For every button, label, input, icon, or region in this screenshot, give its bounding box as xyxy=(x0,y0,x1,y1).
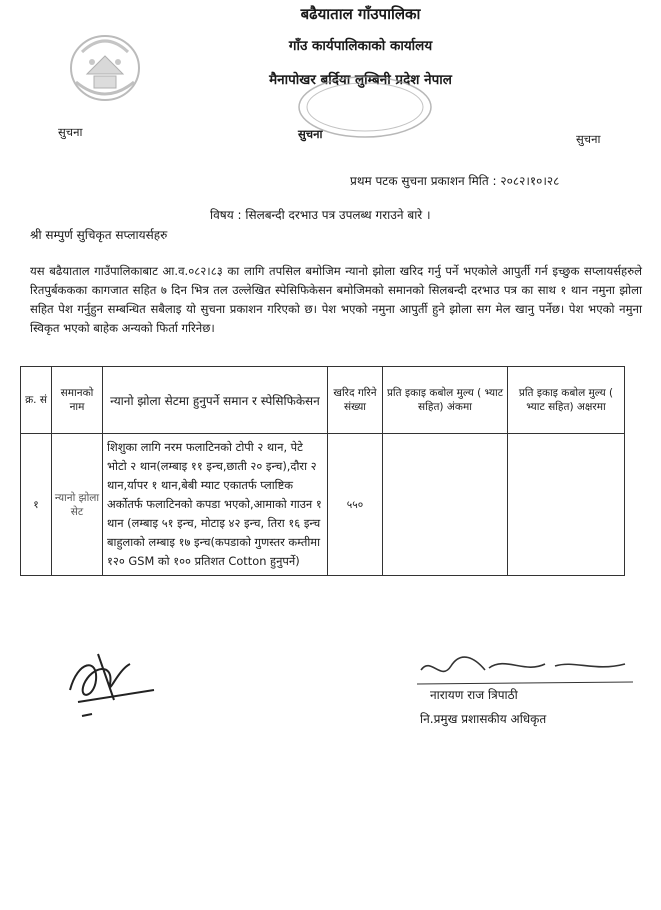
cell-specification: शिशुका लागि नरम फलाटिनको टोपी २ थान, पेटे भोटो २ थान(लम्बाइ ११ इन्च,छाती २० इन्च),दौरा २ थान,र्यापर १ थान,बेबी म्याट एकातर्फ प्लाष्टिक अर्कोतर्फ फलाटिनको कपडा भएको,आमाको गाउन १ थान (लम्बाइ ५१ इन्च, मोटाइ ४२ इन्च, तिरा १६ इन्च बाहुलाको लम्बाइ १७ इन्च(कपडाको गुणस्तर कम्तीमा १२० GSM को १०० प्रतिशत Cotton हुनुपर्ने) xyxy=(103,434,328,576)
table-row xyxy=(21,434,625,576)
office-address: मैनापोखर बर्दिया लुम्बिनी प्रदेश नेपाल xyxy=(269,72,452,88)
signature-left-icon xyxy=(58,640,168,720)
subject-line: विषय : सिलबन्दी दरभाउ पत्र उपलब्ध गराउने बारे । xyxy=(210,208,431,222)
notice-label-right: सुचना xyxy=(576,132,601,146)
publication-date: प्रथम पटक सुचना प्रकाशन मिति : २०८२।१०।२८ xyxy=(350,174,560,188)
salutation: श्री सम्पुर्ण सुचिकृत सप्लायर्सहरु xyxy=(30,228,168,242)
government-emblem-icon xyxy=(62,22,148,108)
notice-label-center: सुचना xyxy=(298,127,323,141)
cell-price-words xyxy=(508,434,625,576)
office-subtitle: गाँउ कार्यपालिकाको कार्यालय xyxy=(288,38,433,54)
header-price-figure: प्रति इकाइ कबोल मुल्य ( भ्याट सहित) अंकमा xyxy=(383,367,508,434)
header-price-words: प्रति इकाइ कबोल मुल्य ( भ्याट सहित) अक्षरमा xyxy=(508,367,625,434)
signatory-title: नि.प्रमुख प्रशासकीय अधिकृत xyxy=(420,712,547,726)
cell-sn: १ xyxy=(21,434,52,576)
notice-body: यस बढैयाताल गाउँपालिकाबाट आ.व.०८२।८३ का लागि तपसिल बमोजिम न्यानो झोला खरिद गर्नु पर्ने भएकोले आपुर्ती गर्न इच्छुक सप्लायर्सहरुले रितपुर्बककका कागजात सहित ७ दिन भित्र तल उल्लेखित स्पेसिफिकेसन बमोजिमको समानको सिलबन्दी दरभाउ पत्र का साथ १ थान नमुना झोला सहित पेश गर्नुहुन सम्बन्धित सबैलाइ यो सुचना प्रकाशन गरिएको छ। पेश भएको नमुना आपुर्ती हुने झोला सग मेल खानु पर्नेछ। पेश भएको नमुना स्विकृत भएको बाहेक अन्यको फिर्ता गरिनेछ। xyxy=(30,264,642,335)
signatory-name: नारायण राज त्रिपाठी xyxy=(430,688,518,702)
cell-price-figure xyxy=(383,434,508,576)
specification-table xyxy=(20,366,625,576)
header-specification: न्यानो झोला सेटमा हुनुपर्ने समान र स्पेसिफिकेसन xyxy=(103,367,328,434)
header-sn: क्र. सं xyxy=(21,367,52,434)
header-item-name: समानको नाम xyxy=(52,367,103,434)
signature-right-icon xyxy=(415,652,635,688)
table-header-row xyxy=(21,367,625,434)
notice-label-left: सुचना xyxy=(58,125,83,139)
office-name: बढैयाताल गाँउपालिका xyxy=(300,5,421,23)
header-quantity: खरिद गरिने संख्या xyxy=(328,367,383,434)
cell-quantity: ५५० xyxy=(328,434,383,576)
cell-item-name: न्यानो झोला सेट xyxy=(52,434,103,576)
